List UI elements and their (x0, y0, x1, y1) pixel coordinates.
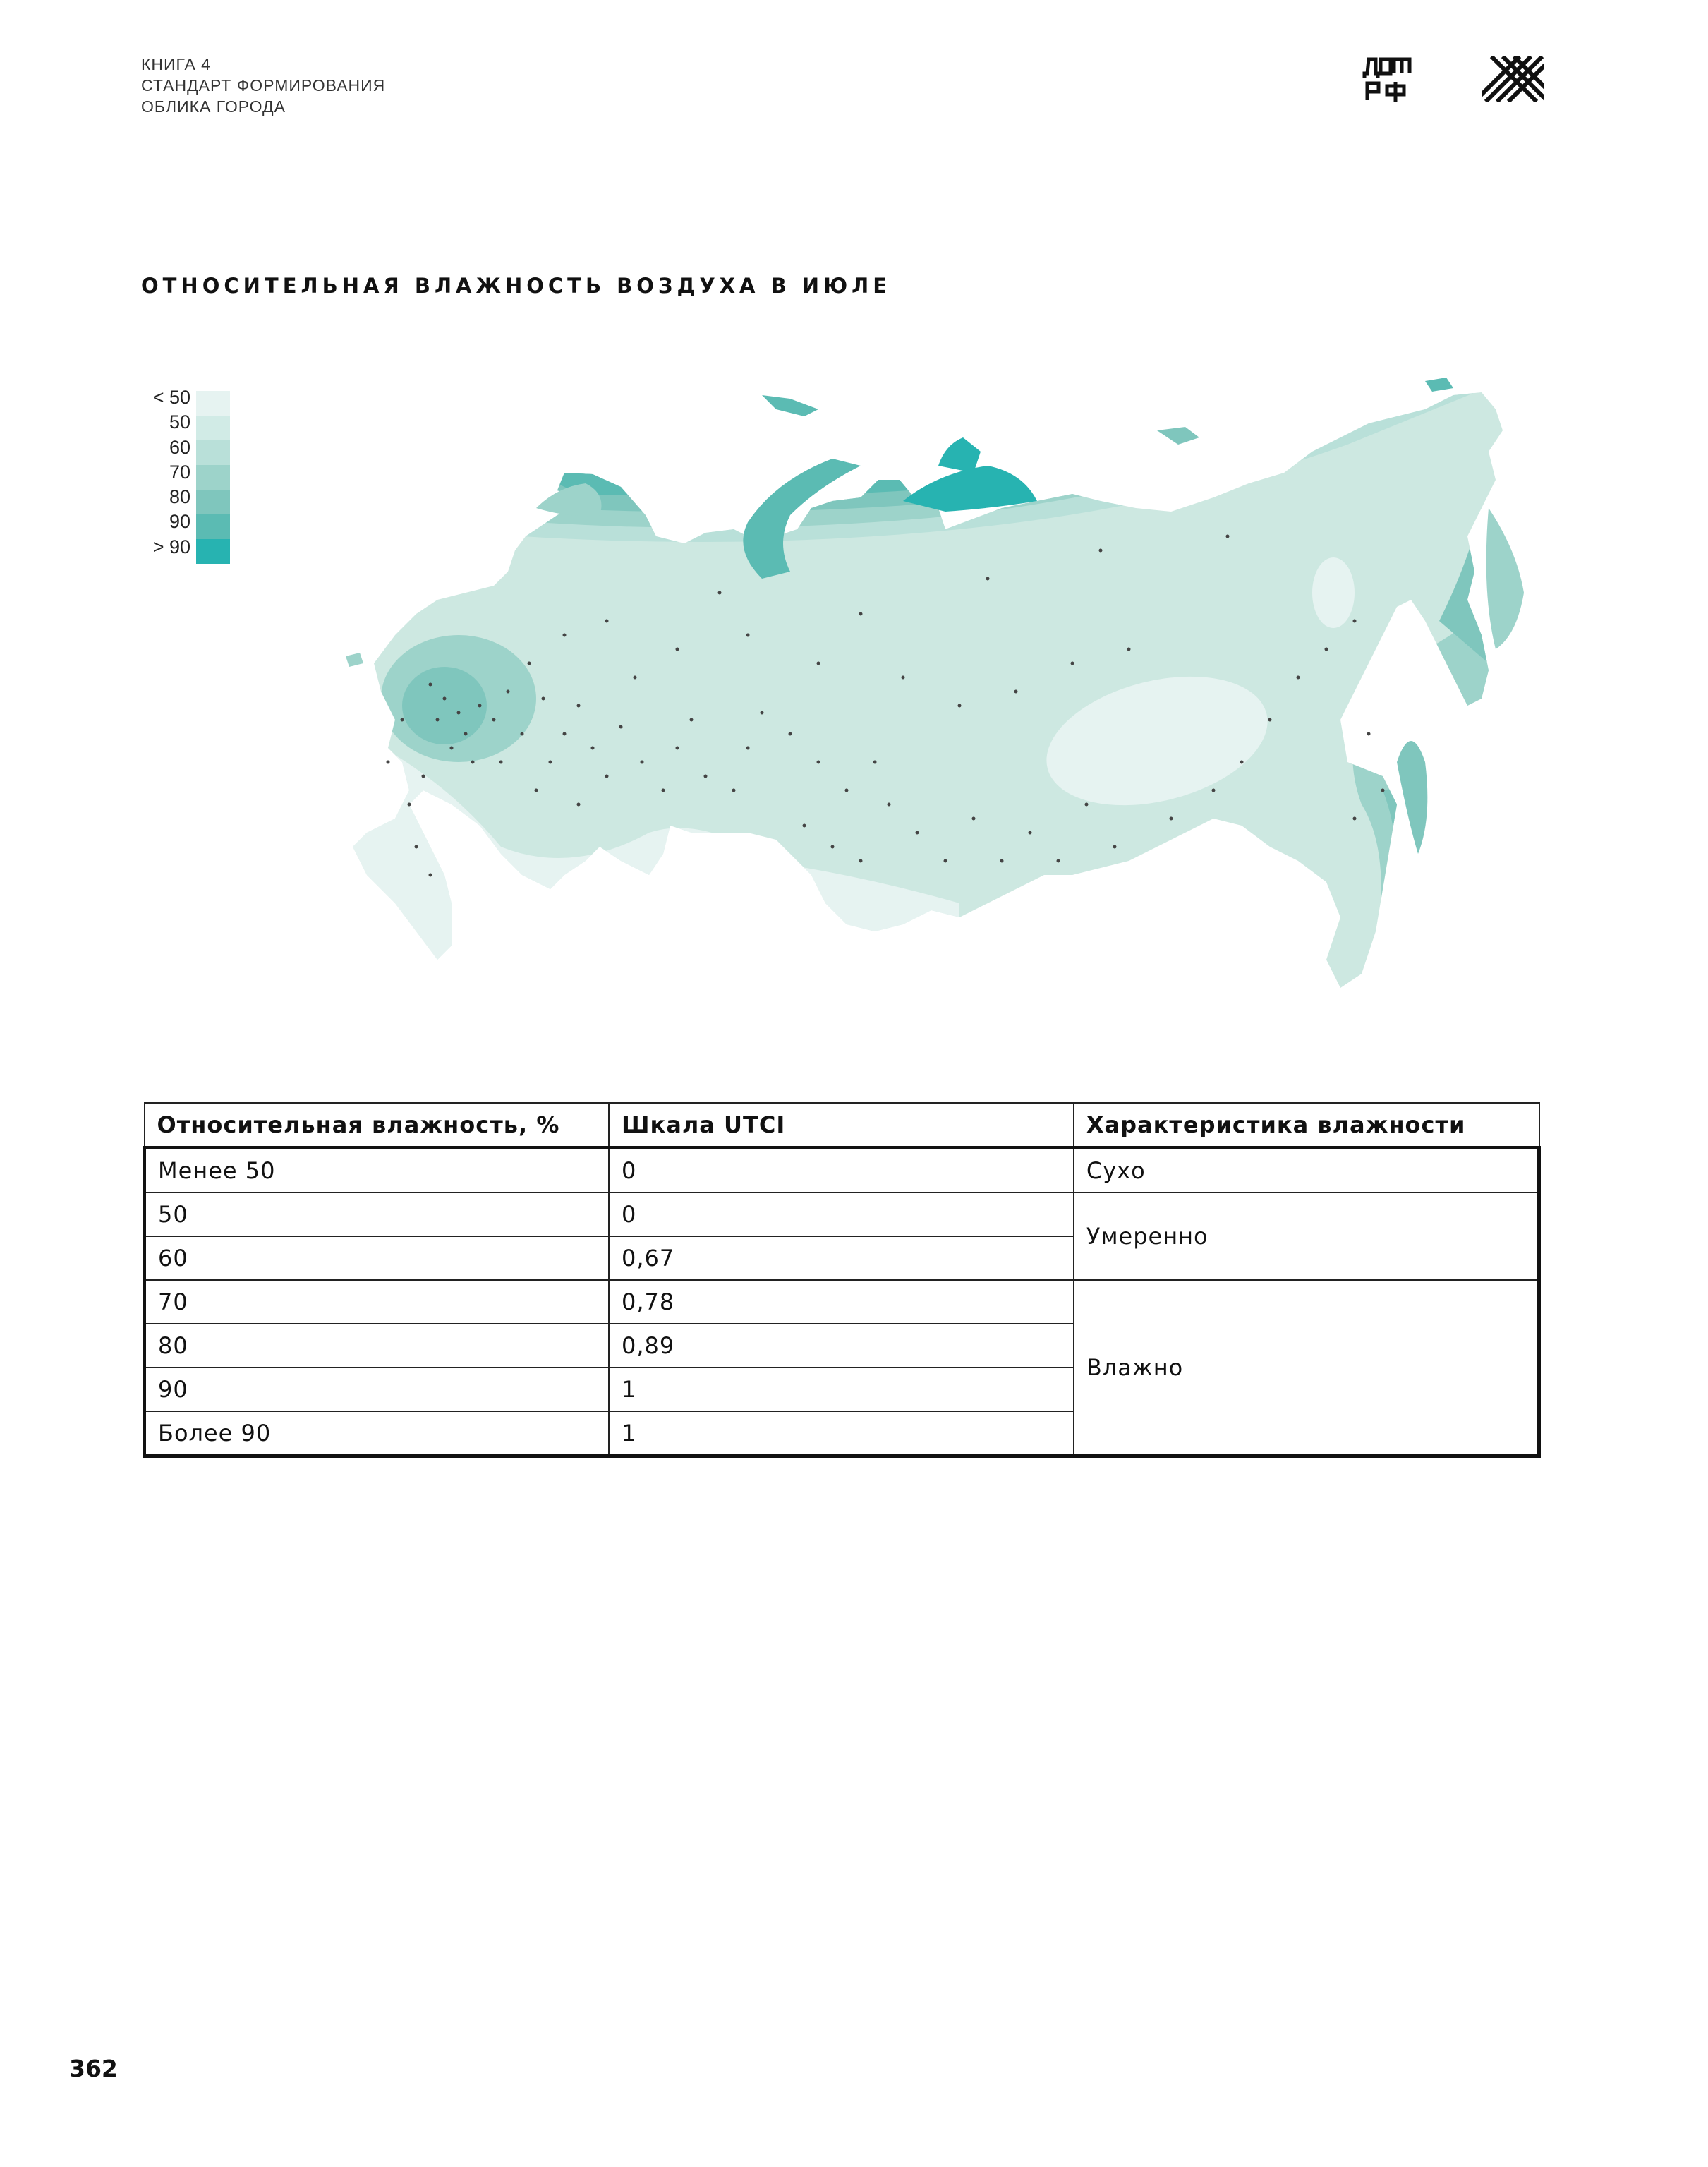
russia-humidity-map (325, 367, 1538, 1016)
header-line-book: КНИГА 4 (141, 55, 211, 73)
legend-color-scale (196, 391, 230, 564)
legend-swatch (196, 539, 230, 564)
cell-utci: 0 (609, 1148, 1074, 1193)
legend-label: 50 (169, 411, 190, 433)
legend-label: 90 (169, 511, 190, 533)
cell-humidity: 60 (145, 1236, 610, 1280)
dry-zone-east (1312, 557, 1355, 628)
cell-humidity: 80 (145, 1324, 610, 1368)
cell-characteristic-moderate: Умеренно (1074, 1193, 1539, 1280)
cell-humidity: Более 90 (145, 1411, 610, 1456)
wrangel-island (1425, 378, 1453, 392)
cell-utci: 0,89 (609, 1324, 1074, 1368)
page-title: ОТНОСИТЕЛЬНАЯ ВЛАЖНОСТЬ ВОЗДУХА В ИЮЛЕ (141, 274, 892, 298)
header-humidity: Относительная влажность, % (145, 1103, 610, 1148)
legend-label: 60 (169, 436, 190, 458)
header-line-city: ОБЛИКА ГОРОДА (141, 97, 286, 116)
cell-humidity: Менее 50 (145, 1148, 610, 1193)
legend-label: 70 (169, 461, 190, 483)
domrf-logo-icon (1362, 56, 1412, 103)
severnaya-zemlya-island (938, 437, 981, 473)
cell-characteristic-humid: Влажно (1074, 1280, 1539, 1456)
humid-coast-east (1352, 579, 1538, 1002)
cell-humidity: 50 (145, 1193, 610, 1236)
legend-swatch (196, 514, 230, 539)
legend-label: < 50 (152, 387, 190, 408)
cell-utci: 0,78 (609, 1280, 1074, 1324)
legend-swatch (196, 490, 230, 514)
legend-label: 80 (169, 486, 190, 508)
table-row (145, 1148, 1539, 1193)
page-number: 362 (69, 2055, 118, 2082)
legend-labels (147, 385, 190, 560)
legend-swatch (196, 465, 230, 490)
kamchatka-peninsula (1486, 508, 1524, 649)
cell-utci: 0,67 (609, 1236, 1074, 1280)
table-row (145, 1280, 1539, 1324)
kaliningrad-exclave (346, 653, 363, 667)
franz-josef-land (762, 395, 818, 416)
legend-swatch (196, 391, 230, 416)
cell-utci: 0 (609, 1193, 1074, 1236)
kola-peninsula (536, 483, 602, 516)
cell-humidity: 90 (145, 1368, 610, 1411)
table-row (145, 1193, 1539, 1236)
legend-swatch (196, 416, 230, 440)
humid-zone-west-core (402, 667, 487, 744)
table-header-row (145, 1103, 1539, 1148)
humidity-table (143, 1102, 1541, 1458)
cell-utci: 1 (609, 1368, 1074, 1411)
legend-swatch (196, 440, 230, 465)
diagonal-hatch-icon (1482, 56, 1544, 102)
document-header (141, 54, 385, 117)
sakhalin-island (1397, 741, 1427, 854)
new-siberian-islands (1157, 427, 1199, 445)
legend-label: > 90 (152, 536, 190, 557)
cell-characteristic-dry: Сухо (1074, 1148, 1539, 1193)
header-characteristic: Характеристика влажности (1074, 1103, 1539, 1148)
cell-utci: 1 (609, 1411, 1074, 1456)
taymyr-peninsula (903, 466, 1037, 512)
header-utci: Шкала UTCI (609, 1103, 1074, 1148)
header-line-standard: СТАНДАРТ ФОРМИРОВАНИЯ (141, 76, 386, 95)
cell-humidity: 70 (145, 1280, 610, 1324)
